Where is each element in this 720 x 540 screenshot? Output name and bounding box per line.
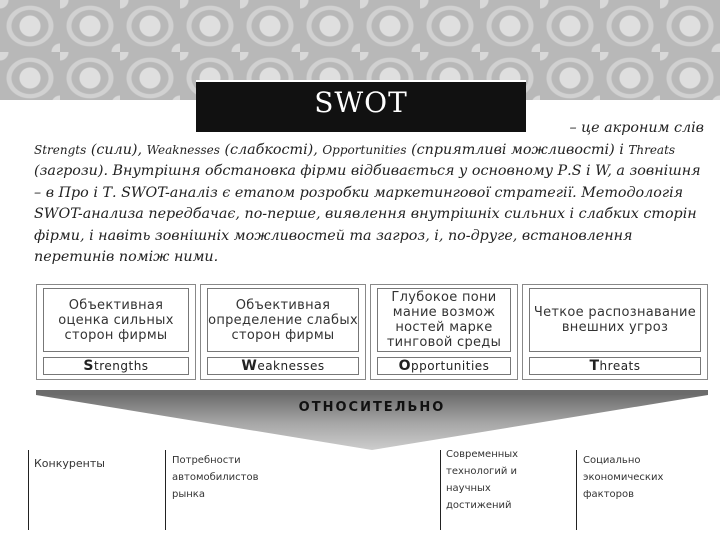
quadrant-label [207, 357, 359, 375]
quadrant-weaknesses [200, 284, 366, 380]
gloss-opportunities: (сприятливі можливості) і [411, 141, 629, 158]
label-initial: W [241, 358, 258, 374]
quadrant-label [43, 357, 189, 375]
label-initial: S [83, 358, 95, 374]
swot-diagram [36, 284, 708, 380]
relative-label: ОТНОСИТЕЛЬНО [298, 400, 446, 415]
label-rest: trengths [94, 359, 149, 373]
factor-bracket [28, 450, 29, 530]
factor-socioeconomic: Социально экономических факторов [583, 455, 664, 500]
term-threats: Threats [628, 142, 676, 157]
gloss-weaknesses: (слабкості), [224, 141, 323, 158]
factor-needs: Потребности автомобилистов рынка [172, 455, 259, 500]
slide-title: SWOT [314, 86, 408, 119]
term-weaknesses: Weaknesses [146, 142, 220, 157]
factor-bracket [576, 450, 577, 530]
paragraph-line1: – це акроним слів [569, 120, 704, 136]
quadrant-description: Объективная оценка сильных сторон фирмы [43, 288, 189, 352]
term-opportunities: Opportunities [322, 142, 407, 157]
gloss-strengths: (сили), [90, 141, 147, 158]
paragraph-rest: (загрози). Внутрішня обстановка фірми відбивається у основному Р.S і W, а зовнішня – в Про і Т. SWOT-аналіз є етапом розробки маркетингової стратегії. Методологія SWOT-анализа передбачає, по-перше, виявлення внутрішніх сильних і слабких сторін фірми, і навіть зовнішніх можливостей та загроз, і, по-друге, встановлення перетинів поміж ними. [34, 163, 701, 265]
label-initial: O [398, 358, 411, 374]
quadrant-label [377, 357, 511, 375]
label-rest: hreats [599, 359, 641, 373]
quadrant-description: Четкое распознавание внешних угроз [529, 288, 701, 352]
body-paragraph [34, 118, 704, 269]
label-rest: eaknesses [257, 359, 325, 373]
quadrant-description: Объективная определение слабых сторон фирмы [207, 288, 359, 352]
label-initial: T [589, 358, 600, 374]
label-rest: pportunities [410, 359, 490, 373]
factor-bracket [165, 450, 166, 530]
factor-bracket [440, 450, 441, 530]
quadrant-description: Глубокое пони мание возмож ностей марке тинговой среды [377, 288, 511, 352]
factor-competitors: Конкуренты [34, 457, 105, 470]
quadrant-strengths [36, 284, 196, 380]
quadrant-threats [522, 284, 708, 380]
factor-technologies: Современных технологий и научных достижений [446, 449, 519, 511]
quadrant-label [529, 357, 701, 375]
term-strengths: Strengts [34, 142, 87, 157]
quadrant-opportunities [370, 284, 518, 380]
